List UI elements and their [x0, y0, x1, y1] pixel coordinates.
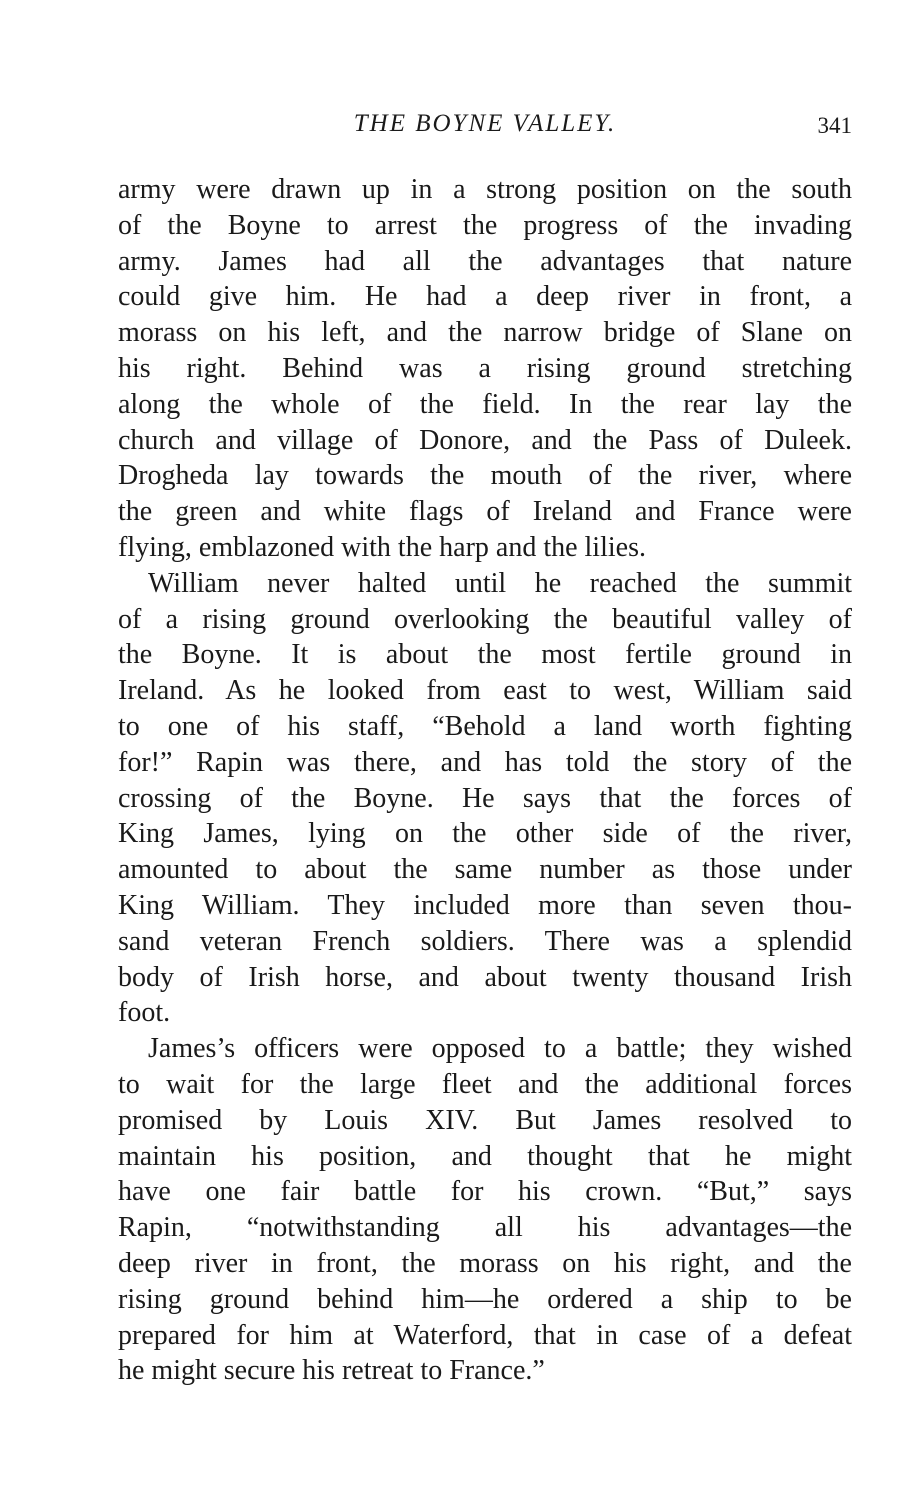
text-line: morass on his left, and the narrow bridge of Slane on [118, 317, 852, 349]
text-line: foot. [118, 997, 171, 1029]
text-line: army. James had all the advantages that nature [118, 245, 852, 277]
text-line: to wait for the large fleet and the additional forces [118, 1068, 852, 1100]
text-line: along the whole of the field. In the rear lay the [118, 388, 852, 420]
body-text [118, 172, 852, 1389]
text-line: army were drawn up in a strong position on the south [118, 174, 852, 205]
running-title: THE BOYNE VALLEY. [353, 110, 617, 137]
paragraph [118, 566, 852, 1031]
text-line: deep river in front, the morass on his right, and the [118, 1247, 852, 1279]
text-line: body of Irish horse, and about twenty thousand Irish [118, 961, 852, 993]
text-line: Drogheda lay towards the mouth of the river, where [118, 460, 852, 492]
text-line: maintain his position, and thought that he might [118, 1140, 852, 1172]
text-line: he might secure his retreat to France.” [118, 1355, 545, 1387]
text-line: for!” Rapin was there, and has told the story of the [118, 746, 852, 778]
text-line: Ireland. As he looked from east to west, William said [118, 675, 852, 707]
text-line: the Boyne. It is about the most fertile ground in [118, 639, 852, 671]
text-line: William never halted until he reached the summit [148, 567, 852, 599]
text-line: sand veteran French soldiers. There was a splendid [118, 925, 852, 957]
text-line: of the Boyne to arrest the progress of the invading [118, 209, 852, 241]
text-line: amounted to about the same number as those under [118, 854, 852, 886]
text-line: rising ground behind him—he ordered a ship to be [118, 1283, 852, 1315]
text-line: of a rising ground overlooking the beautiful valley of [118, 603, 852, 635]
text-line: King William. They included more than seven thou- [118, 889, 852, 921]
paragraph [118, 1031, 852, 1389]
text-line: to one of his staff, “Behold a land worth fighting [118, 710, 852, 742]
text-line: the green and white flags of Ireland and France were [118, 496, 852, 528]
text-line: King James, lying on the other side of the river, [118, 818, 852, 850]
text-line: Rapin, “notwithstanding all his advantages—the [118, 1212, 852, 1244]
text-line: prepared for him at Waterford, that in case of a defeat [118, 1319, 852, 1351]
text-line: could give him. He had a deep river in front, a [118, 281, 852, 313]
running-head [118, 110, 852, 146]
text-line: crossing of the Boyne. He says that the forces of [118, 782, 852, 814]
text-line: James’s officers were opposed to a battle; they wished [148, 1033, 852, 1065]
text-line: promised by Louis XIV. But James resolved to [118, 1104, 852, 1136]
text-line: have one fair battle for his crown. “But,” says [118, 1176, 852, 1208]
paragraph [118, 172, 852, 566]
text-line: church and village of Donore, and the Pass of Duleek. [118, 424, 852, 456]
text-line: flying, emblazoned with the harp and the lilies. [118, 531, 646, 563]
page-number: 341 [817, 113, 852, 138]
text-line: his right. Behind was a rising ground stretching [118, 352, 852, 384]
